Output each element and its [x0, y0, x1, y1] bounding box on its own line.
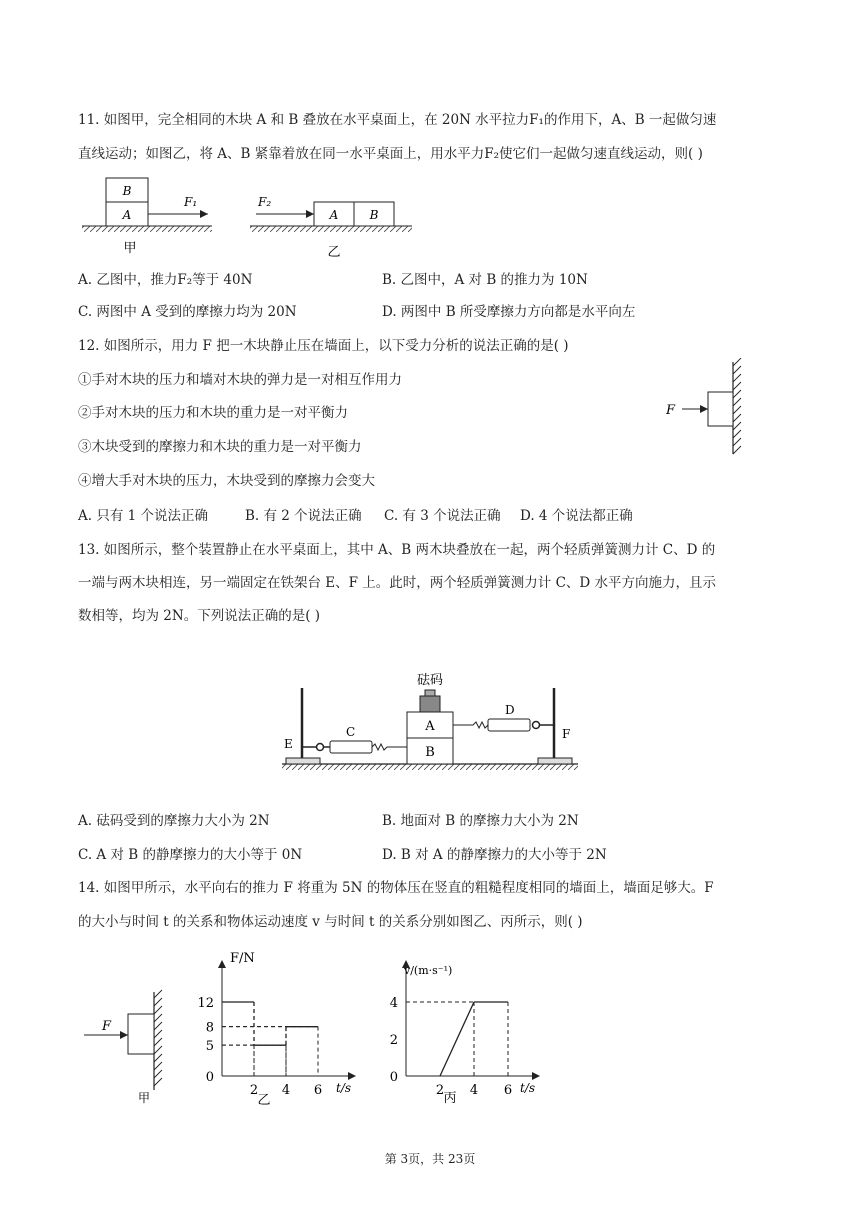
q13-option-d: D. B 对 A 的静摩擦力的大小等于 2N: [382, 847, 607, 863]
q13-table: [282, 764, 578, 770]
q14-yi-xlabel: t/s: [336, 1081, 352, 1095]
q14-yi-ytick-label: 12: [197, 996, 214, 1011]
q12-option-a: A. 只有 1 个说法正确: [78, 508, 209, 524]
q13-spring-C: [330, 741, 372, 753]
q14-yi-ylabel: F/N: [230, 951, 255, 966]
q14-text-line1: 14. 如图甲所示，水平向右的推力 F 将重为 5N 的物体压在竖直的粗糙程度相同的墙面上，墙面足够大。F: [78, 880, 714, 896]
q14-chart-yi: [197, 951, 356, 1108]
q13-label-E: E: [284, 737, 293, 751]
q14-bing-xtick-label: 2: [435, 1083, 445, 1098]
q13-text-line3: 数相等，均为 2N。下列说法正确的是( ): [78, 608, 321, 624]
q13-label-D: D: [505, 703, 515, 717]
q14-bing-ylabel: v/(m·s⁻¹): [404, 964, 453, 977]
q14-yi-ytick-label: 5: [205, 1039, 214, 1055]
page-footer: 第 3页，共 23页: [384, 1152, 476, 1166]
q12-statement-4: ④增大手对木块的压力，木块受到的摩擦力会变大: [78, 473, 375, 489]
q13-text-line1: 13. 如图所示，整个装置静止在水平桌面上，其中 A、B 两木块叠放在一起，两个轻质弹簧测力计 C、D 的: [78, 542, 716, 558]
q11-text-line2: 直线运动；如图乙，将 A、B 紧靠着放在同一水平桌面上，用水平力F₂使它们一起做匀速直线运动，则( ): [78, 146, 703, 162]
q11-figure: [78, 172, 428, 262]
q12-statement-3: ③木块受到的摩擦力和木块的重力是一对平衡力: [78, 439, 362, 455]
q14-label-bing: 丙: [443, 1091, 457, 1106]
q14-bing-series-segment: [440, 1002, 474, 1076]
q11-label-yi: 乙: [327, 245, 341, 260]
q13-option-b: B. 地面对 B 的摩擦力大小为 2N: [382, 813, 579, 829]
q13-text-line2: 一端与两木块相连，另一端固定在铁架台 E、F 上。此时，两个轻质弹簧测力计 C、D 水平方向施力，且示: [78, 575, 717, 591]
q14-yi-ytick-label: 0: [205, 1070, 214, 1085]
q14-yi-xtick-label: 4: [281, 1083, 291, 1098]
q11-label-A-jia: A: [122, 208, 132, 222]
q13-label-A: A: [425, 719, 435, 734]
q11-label-F2: F₂: [258, 195, 272, 209]
q11-label-B-jia: B: [122, 184, 132, 198]
q13-label-C: C: [346, 725, 356, 739]
q14-label-yi: 乙: [257, 1093, 271, 1108]
q11-yi-ground: [250, 226, 412, 232]
q12-option-d: D. 4 个说法都正确: [520, 508, 633, 524]
q13-label-F: F: [562, 727, 571, 741]
q12-text-line1: 12. 如图所示，用力 F 把一木块静止压在墙面上，以下受力分析的说法正确的是( ): [78, 338, 569, 354]
q13-option-c: C. A 对 B 的静摩擦力的大小等于 0N: [78, 847, 303, 863]
q14-yi-xtick-label: 2: [249, 1083, 259, 1098]
q13-figure: [280, 662, 580, 777]
q11-label-F1: F₁: [184, 195, 198, 209]
q14-yi-ytick-label: 8: [205, 1020, 214, 1036]
q14-jia-label-F: F: [102, 1019, 112, 1034]
q12-wood-block: [708, 392, 733, 426]
q12-statement-1: ①手对木块的压力和墙对木块的弹力是一对相互作用力: [78, 372, 402, 388]
q11-label-jia: 甲: [123, 241, 137, 256]
q13-label-weight: 砝码: [416, 673, 444, 688]
q12-statement-2: ②手对木块的压力和木块的重力是一对平衡力: [78, 405, 348, 421]
q12-option-b: B. 有 2 个说法正确: [245, 508, 362, 524]
q11-option-b: B. 乙图中，A 对 B 的推力为 10N: [382, 272, 588, 288]
q12-figure: [660, 358, 750, 458]
q11-option-d: D. 两图中 B 所受摩擦力方向都是水平向左: [382, 304, 636, 320]
q14-figure: [74, 944, 554, 1114]
q11-option-c: C. 两图中 A 受到的摩擦力均为 20N: [78, 304, 297, 320]
q14-chart-bing: [390, 960, 540, 1106]
q14-bing-ytick-label: 4: [389, 996, 398, 1011]
q14-jia-block: [128, 1014, 154, 1054]
q13-option-a: A. 砝码受到的摩擦力大小为 2N: [78, 813, 270, 829]
q11-jia-ground: [82, 226, 212, 232]
q13-weight: [420, 696, 440, 712]
q14-yi-xtick-label: 6: [313, 1083, 323, 1098]
q12-option-c: C. 有 3 个说法正确: [384, 508, 501, 524]
q13-label-B: B: [425, 745, 435, 760]
q13-spring-D: [488, 719, 530, 731]
q11-label-A-yi: A: [329, 208, 339, 222]
q11-option-a: A. 乙图中，推力F₂等于 40N: [78, 272, 253, 288]
q14-label-jia: 甲: [137, 1091, 151, 1105]
q14-bing-xlabel: t/s: [520, 1081, 536, 1095]
q11-label-B-yi: B: [369, 208, 379, 222]
q14-bing-ytick-label: 0: [389, 1070, 398, 1085]
q14-bing-xtick-label: 6: [503, 1083, 513, 1098]
q14-text-line2: 的大小与时间 t 的关系和物体运动速度 v 与时间 t 的关系分别如图乙、丙所示，则( ): [78, 914, 583, 930]
q14-bing-xtick-label: 4: [469, 1083, 479, 1098]
q11-text-line1: 11. 如图甲，完全相同的木块 A 和 B 叠放在水平桌面上，在 20N 水平拉力F₁的作用下，A、B 一起做匀速: [78, 112, 717, 128]
q12-label-F: F: [666, 403, 676, 418]
q14-bing-ytick-label: 2: [389, 1033, 398, 1048]
